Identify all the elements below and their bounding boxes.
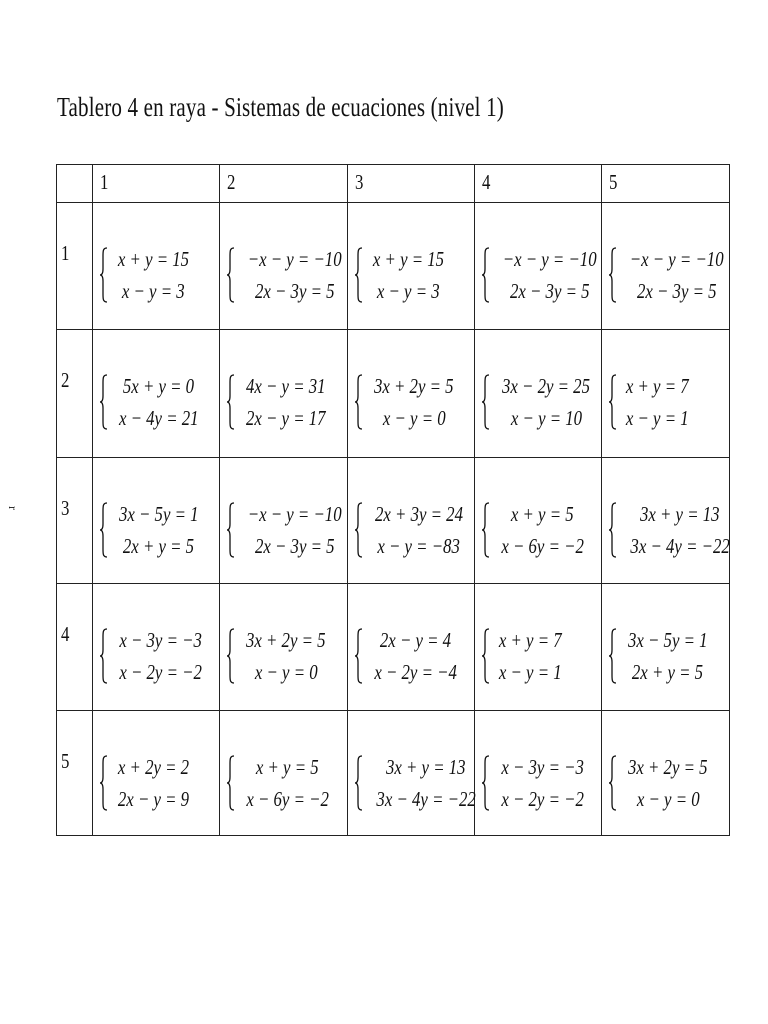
- equation-first: 3x + y = 13: [640, 502, 720, 526]
- board-cell[interactable]: [602, 584, 730, 711]
- equation-second: x − 2y = −2: [501, 787, 584, 811]
- left-brace-icon: [481, 502, 490, 558]
- equation-second: x − y = −83: [377, 534, 461, 558]
- board-cell[interactable]: [220, 330, 348, 458]
- equation-first: x + y = 15: [117, 247, 190, 271]
- board-row: [57, 584, 730, 711]
- equation-first: 3x + 2y = 5: [373, 374, 454, 398]
- column-header-4: 4: [475, 165, 602, 203]
- board-cell[interactable]: [93, 584, 220, 711]
- equation-system: [354, 502, 474, 558]
- equation-lines: [108, 247, 198, 303]
- equation-lines: [235, 374, 335, 430]
- equation-lines: [363, 502, 474, 558]
- column-header-3: 3: [348, 165, 475, 203]
- equation-first: x + y = 15: [372, 247, 445, 271]
- equation-second: 2x − 3y = 5: [254, 279, 335, 303]
- column-header-1: 1: [93, 165, 220, 203]
- equation-first: 2x + 3y = 24: [374, 502, 463, 526]
- board-row: [57, 330, 730, 458]
- equation-system: [481, 628, 569, 684]
- board-cell[interactable]: [348, 203, 475, 330]
- equation-first: 3x + 2y = 5: [245, 628, 326, 652]
- left-brace-icon: [99, 247, 108, 303]
- board-row: [57, 711, 730, 836]
- board-cell[interactable]: [602, 711, 730, 836]
- left-brace-icon: [354, 628, 363, 684]
- left-brace-icon: [99, 374, 108, 430]
- equation-lines: [108, 502, 208, 558]
- board-cell[interactable]: [93, 458, 220, 584]
- board-cell[interactable]: [348, 458, 475, 584]
- left-brace-icon: [608, 502, 617, 558]
- left-brace-icon: [226, 628, 235, 684]
- equation-first: x + 2y = 2: [117, 755, 190, 779]
- row-header: 2: [57, 330, 93, 458]
- left-brace-icon: [99, 502, 108, 558]
- left-brace-icon: [354, 755, 363, 811]
- board-cell[interactable]: [348, 711, 475, 836]
- equation-lines: [617, 374, 696, 430]
- board-cell[interactable]: [475, 330, 602, 458]
- equation-second: 3x − 4y = −22: [630, 534, 730, 558]
- equation-first: −x − y = −10: [502, 247, 597, 271]
- left-brace-icon: [608, 374, 617, 430]
- equation-lines: [617, 502, 742, 558]
- board-body: [57, 165, 730, 836]
- equation-system: [99, 628, 212, 684]
- equation-system: [226, 755, 339, 811]
- row-header: 4: [57, 584, 93, 711]
- equation-second: 2x − 3y = 5: [254, 534, 335, 558]
- left-brace-icon: [354, 374, 363, 430]
- board-cell[interactable]: [602, 203, 730, 330]
- equation-first: 5x + y = 0: [123, 374, 195, 398]
- equation-system: [99, 374, 208, 430]
- equation-lines: [617, 628, 717, 684]
- equation-lines: [108, 374, 208, 430]
- left-brace-icon: [226, 755, 235, 811]
- board-cell[interactable]: [475, 584, 602, 711]
- equation-system: [354, 755, 488, 811]
- equation-lines: [108, 628, 212, 684]
- equation-second: 2x − 3y = 5: [636, 279, 717, 303]
- left-brace-icon: [226, 247, 235, 303]
- equation-system: [354, 628, 467, 684]
- equation-system: [99, 755, 198, 811]
- equation-lines: [490, 502, 594, 558]
- equation-first: 3x − 5y = 1: [627, 628, 708, 652]
- left-brace-icon: [354, 247, 363, 303]
- board-table: [56, 164, 730, 836]
- board-cell[interactable]: [602, 330, 730, 458]
- board-cell[interactable]: [348, 330, 475, 458]
- board-cell[interactable]: [93, 330, 220, 458]
- equation-system: [608, 247, 735, 303]
- board-row: [57, 203, 730, 330]
- equation-second: x − y = 3: [377, 279, 440, 303]
- equation-lines: [490, 755, 594, 811]
- equation-system: [608, 755, 717, 811]
- equation-first: x − 3y = −3: [119, 628, 202, 652]
- left-brace-icon: [608, 755, 617, 811]
- left-brace-icon: [608, 247, 617, 303]
- equation-second: 2x − y = 9: [117, 787, 190, 811]
- equation-second: x − 6y = −2: [501, 534, 584, 558]
- board-row: [57, 458, 730, 584]
- board-cell[interactable]: [475, 458, 602, 584]
- equation-first: x + y = 7: [498, 628, 562, 652]
- equation-lines: [235, 247, 353, 303]
- equation-system: [481, 755, 594, 811]
- left-brace-icon: [226, 502, 235, 558]
- equation-second: 2x + y = 5: [123, 534, 195, 558]
- equation-second: x − y = 10: [510, 406, 582, 430]
- left-brace-icon: [354, 502, 363, 558]
- equation-system: [226, 247, 353, 303]
- equation-second: 2x − 3y = 5: [509, 279, 590, 303]
- equation-lines: [363, 374, 463, 430]
- row-header: 1: [57, 203, 93, 330]
- equation-lines: [617, 755, 717, 811]
- equation-lines: [235, 628, 335, 684]
- equation-lines: [617, 247, 735, 303]
- equation-second: x − y = 0: [636, 787, 700, 811]
- equation-second: x − 2y = −2: [119, 660, 202, 684]
- equation-lines: [363, 755, 488, 811]
- equation-lines: [363, 247, 453, 303]
- equation-second: 2x − y = 17: [245, 406, 326, 430]
- equation-first: x + y = 5: [256, 755, 319, 779]
- left-brace-icon: [481, 628, 490, 684]
- equation-second: x − 4y = 21: [118, 406, 199, 430]
- equation-lines: [490, 374, 601, 430]
- equation-first: 3x + 2y = 5: [627, 755, 708, 779]
- equation-system: [608, 628, 717, 684]
- board-cell[interactable]: [93, 203, 220, 330]
- equation-lines: [235, 755, 339, 811]
- equation-first: x + y = 5: [511, 502, 574, 526]
- margin-mark: r: [6, 506, 20, 510]
- equation-system: [226, 628, 335, 684]
- board-cell[interactable]: [348, 584, 475, 711]
- equation-first: 4x − y = 31: [245, 374, 326, 398]
- equation-lines: [235, 502, 353, 558]
- equation-lines: [363, 628, 467, 684]
- board-cell[interactable]: [475, 203, 602, 330]
- board-cell[interactable]: [602, 458, 730, 584]
- equation-lines: [490, 628, 569, 684]
- left-brace-icon: [99, 628, 108, 684]
- equation-first: −x − y = −10: [247, 247, 342, 271]
- equation-system: [481, 247, 608, 303]
- equation-system: [481, 374, 601, 430]
- equation-system: [354, 247, 453, 303]
- equation-first: x + y = 7: [625, 374, 689, 398]
- left-brace-icon: [608, 628, 617, 684]
- left-brace-icon: [481, 755, 490, 811]
- column-header-5: 5: [602, 165, 730, 203]
- column-header-2: 2: [220, 165, 348, 203]
- equation-system: [608, 374, 696, 430]
- equation-first: 3x + y = 13: [386, 755, 466, 779]
- equation-first: −x − y = −10: [629, 247, 724, 271]
- equation-second: 3x − 4y = −22: [376, 787, 476, 811]
- equation-second: x − y = 1: [498, 660, 562, 684]
- left-brace-icon: [226, 374, 235, 430]
- equation-system: [354, 374, 463, 430]
- equation-first: 3x − 2y = 25: [501, 374, 590, 398]
- equation-first: −x − y = −10: [247, 502, 342, 526]
- equation-second: x − y = 0: [254, 660, 318, 684]
- equation-first: 2x − y = 4: [379, 628, 452, 652]
- equation-lines: [490, 247, 608, 303]
- equation-second: x − y = 3: [122, 279, 185, 303]
- equation-first: x − 3y = −3: [501, 755, 584, 779]
- left-brace-icon: [481, 247, 490, 303]
- board-cell[interactable]: [475, 711, 602, 836]
- equation-second: x − 6y = −2: [246, 787, 329, 811]
- page-title: Tablero 4 en raya - Sistemas de ecuaciones (nivel 1): [57, 92, 504, 122]
- equation-system: [608, 502, 742, 558]
- row-header: 3: [57, 458, 93, 584]
- board-cell[interactable]: [220, 711, 348, 836]
- equation-second: x − 2y = −4: [374, 660, 457, 684]
- left-brace-icon: [99, 755, 108, 811]
- equation-first: 3x − 5y = 1: [118, 502, 199, 526]
- board-cell[interactable]: [220, 203, 348, 330]
- equation-system: [481, 502, 594, 558]
- equation-lines: [108, 755, 198, 811]
- equation-system: [226, 502, 353, 558]
- corner-cell: [57, 165, 93, 203]
- header-row: [57, 165, 730, 203]
- row-header: 5: [57, 711, 93, 836]
- equation-second: x − y = 0: [382, 406, 446, 430]
- board-cell[interactable]: [93, 711, 220, 836]
- equation-second: x − y = 1: [625, 406, 689, 430]
- left-brace-icon: [481, 374, 490, 430]
- equation-second: 2x + y = 5: [632, 660, 704, 684]
- board-cell[interactable]: [220, 458, 348, 584]
- equation-system: [99, 247, 198, 303]
- board-cell[interactable]: [220, 584, 348, 711]
- equation-system: [226, 374, 335, 430]
- equation-system: [99, 502, 208, 558]
